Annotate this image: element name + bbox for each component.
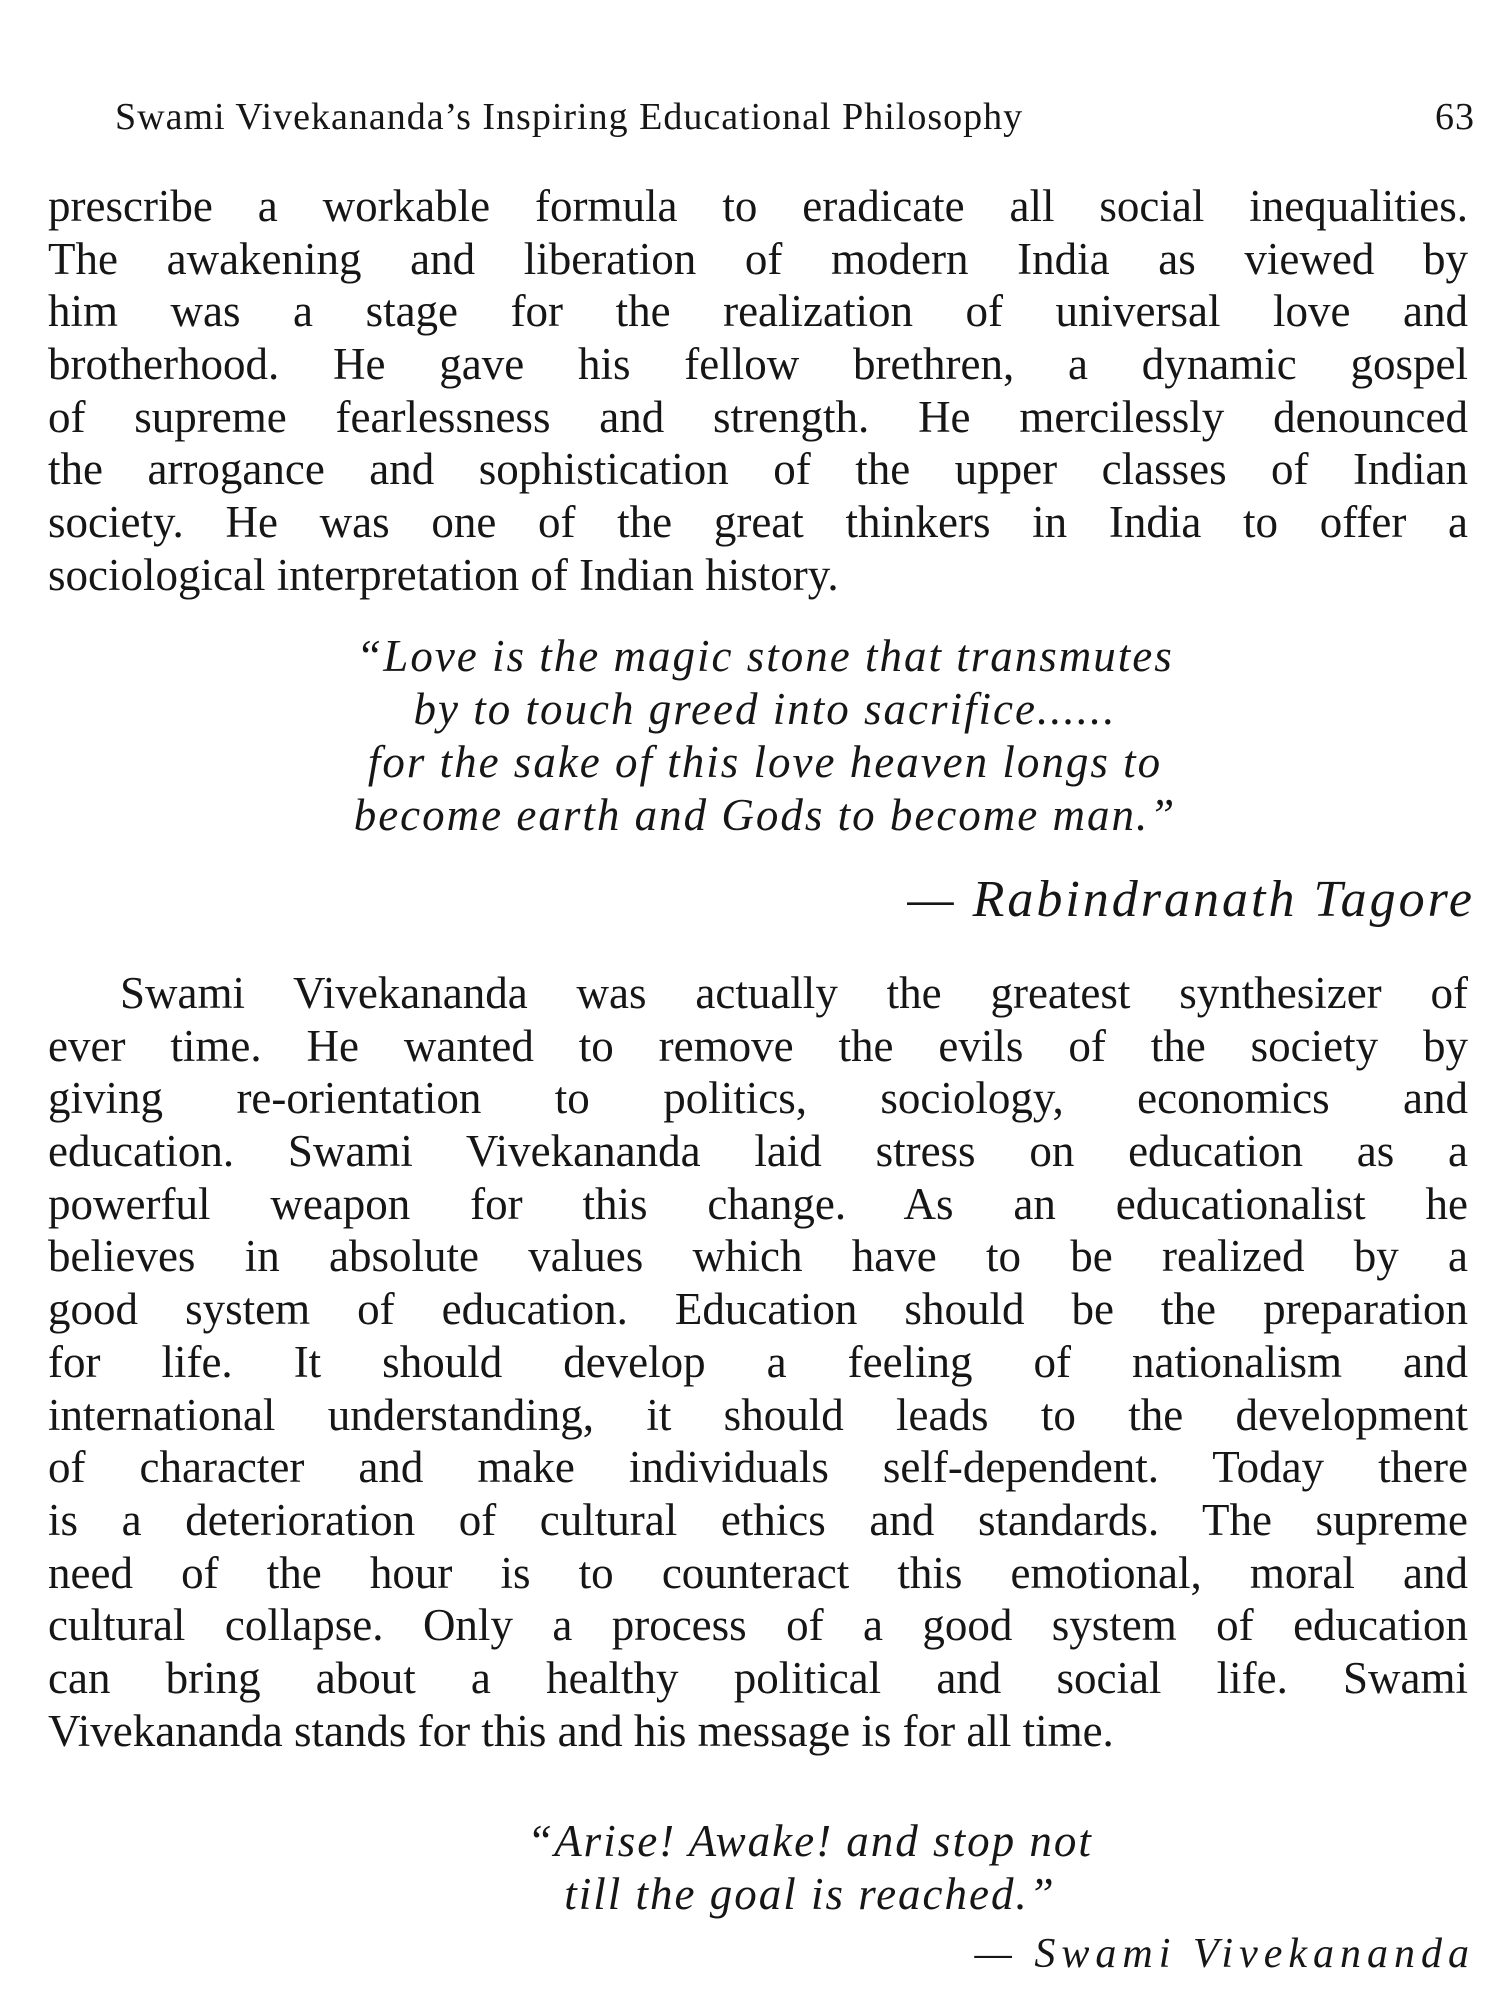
text-line: cultural collapse. Only a process of a good system of education bbox=[48, 1600, 1468, 1651]
paragraph-1 bbox=[48, 180, 1468, 602]
text-line: for life. It should develop a feeling of nationalism and bbox=[48, 1336, 1468, 1387]
text-line: the arrogance and sophistication of the upper classes of Indian bbox=[48, 444, 1468, 495]
text-line: is a deterioration of cultural ethics and standards. The supreme bbox=[48, 1494, 1468, 1545]
quote-line: “Arise! Awake! and stop not bbox=[527, 1816, 1093, 1866]
text-line: of supreme fearlessness and strength. He mercilessly denounced bbox=[48, 391, 1468, 442]
quote-attribution-vivekananda: — Swami Vivekananda bbox=[974, 1931, 1475, 1977]
text-line: need of the hour is to counteract this emotional, moral and bbox=[48, 1547, 1468, 1598]
text-line: international understanding, it should leads to the development bbox=[48, 1389, 1468, 1440]
text-line: prescribe a workable formula to eradicate all social inequalities. bbox=[48, 181, 1468, 231]
quote-line: become earth and Gods to become man.” bbox=[353, 790, 1177, 840]
text-line: ever time. He wanted to remove the evils of the society by bbox=[48, 1020, 1468, 1071]
tagore-quote bbox=[190, 630, 1340, 842]
header-title: Swami Vivekananda’s Inspiring Educational Philosophy bbox=[115, 96, 1024, 138]
text-line: education. Swami Vivekananda laid stress on education as a bbox=[48, 1126, 1468, 1177]
text-line: him was a stage for the realization of universal love and bbox=[48, 286, 1468, 337]
text-line: giving re-orientation to politics, sociology, economics and bbox=[48, 1073, 1468, 1124]
text-line: believes in absolute values which have to be realized by a bbox=[48, 1231, 1468, 1282]
text-line: society. He was one of the great thinkers in India to offer a bbox=[48, 497, 1468, 548]
text-line: powerful weapon for this change. As an educationalist he bbox=[48, 1178, 1468, 1229]
text-line: can bring about a healthy political and social life. Swami bbox=[48, 1652, 1468, 1703]
vivekananda-quote bbox=[380, 1815, 1240, 1921]
text-line: sociological interpretation of Indian history. bbox=[48, 549, 839, 600]
quote-line: “Love is the magic stone that transmutes bbox=[356, 631, 1174, 681]
text-line: The awakening and liberation of modern India as viewed by bbox=[48, 233, 1468, 284]
text-line: Swami Vivekananda was actually the greatest synthesizer of bbox=[120, 968, 1468, 1018]
text-line: brotherhood. He gave his fellow brethren, a dynamic gospel bbox=[48, 339, 1468, 390]
quote-line: by to touch greed into sacrifice...... bbox=[413, 684, 1117, 734]
quote-line: till the goal is reached.” bbox=[564, 1869, 1056, 1919]
quote-attribution-tagore: — Rabindranath Tagore bbox=[907, 871, 1475, 928]
text-line: of character and make individuals self-dependent. Today there bbox=[48, 1442, 1468, 1493]
text-line: Vivekananda stands for this and his message is for all time. bbox=[48, 1705, 1114, 1756]
text-line: good system of education. Education should be the preparation bbox=[48, 1284, 1468, 1335]
quote-line: for the sake of this love heaven longs to bbox=[367, 737, 1163, 787]
page-number: 63 bbox=[1435, 96, 1475, 138]
paragraph-2 bbox=[48, 967, 1468, 1757]
